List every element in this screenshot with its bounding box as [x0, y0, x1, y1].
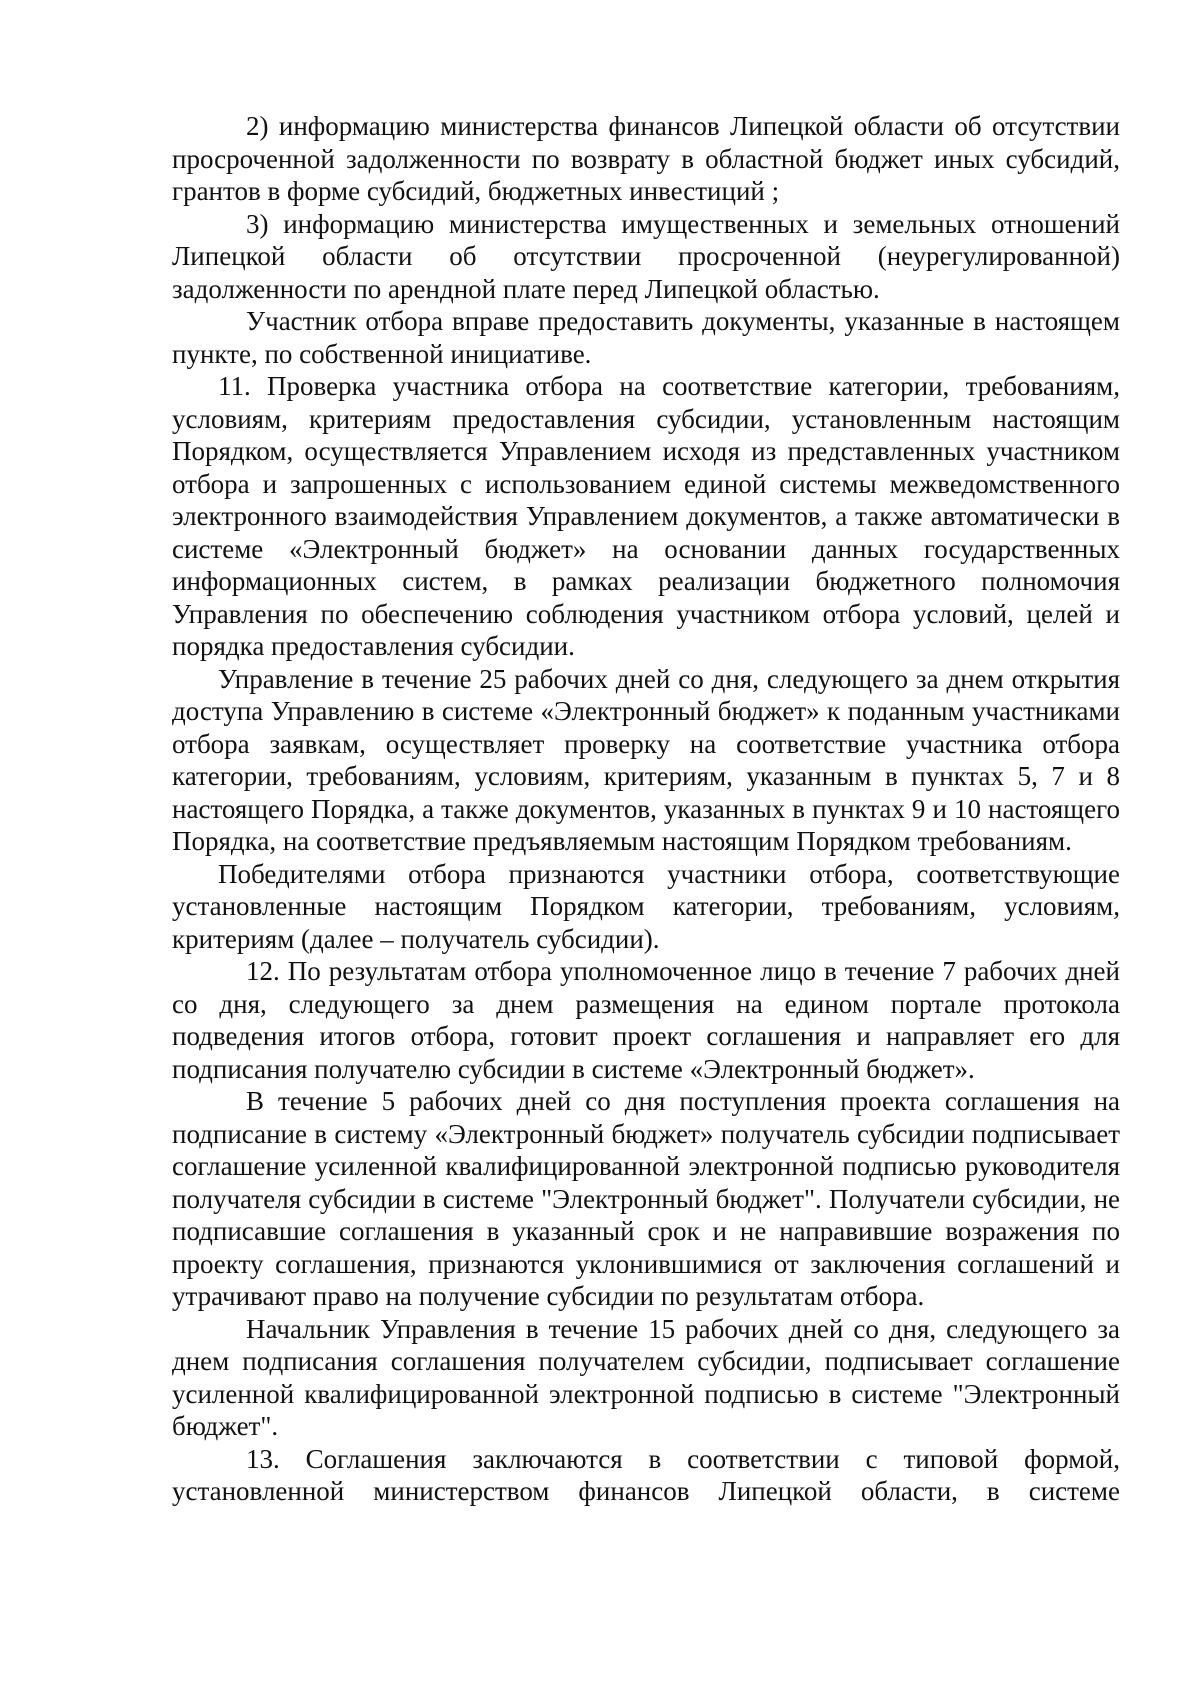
paragraph-item-12: 12. По результатам отбора уполномоченное лицо в течение 7 рабочих дней со дня, следующего за днем размещения на едином портале протокола подведения итогов отбора, готовит проект соглашения и направляет его для подписания получателю субсидии в системе «Электронный бюджет».	[172, 956, 1120, 1084]
paragraph-item-10-3: 3) информацию министерства имущественных и земельных отношений Липецкой области об отсутствии просроченной (неурегулированной) задолженности по арендной плате перед Липецкой областью.	[172, 208, 1120, 304]
paragraph-item-11: 11. Проверка участника отбора на соответствие категории, требованиям, условиям, критериям предоставления субсидии, установленным настоящим Порядком, осуществляется Управлением исходя из представленных участником отбора и запрошенных с использованием единой системы межведомственного электронного взаимодействия Управлением документов, а также автоматически в системе «Электронный бюджет» на основании данных государственных информационных систем, в рамках реализации бюджетного полномочия Управления по обеспечению соблюдения участником отбора условий, целей и порядка предоставления субсидии.	[172, 371, 1120, 661]
paragraph-item-10-note: Участник отбора вправе предоставить документы, указанные в настоящем пункте, по собственной инициативе.	[172, 306, 1120, 369]
paragraph-item-11-check: Управление в течение 25 рабочих дней со дня, следующего за днем открытия доступа Управлению в системе «Электронный бюджет» к поданным участниками отбора заявкам, осуществляет проверку на соответствие участника отбора категории, требованиям, условиям, критериям, указанным в пунктах 5, 7 и 8 настоящего Порядка, а также документов, указанных в пунктах 9 и 10 настоящего Порядка, на соответствие предъявляемым настоящим Порядком требованиям.	[172, 663, 1120, 856]
paragraph-item-10-2: 2) информацию министерства финансов Липецкой области об отсутствии просроченной задолженности по возврату в областной бюджет иных субсидий, грантов в форме субсидий, бюджетных инвестиций ;	[172, 111, 1120, 206]
paragraph-item-12-head: Начальник Управления в течение 15 рабочих дней со дня, следующего за днем подписания соглашения получателем субсидии, подписывает соглашение усиленной квалифицированной электронной подписью в системе "Электронный бюджет".	[172, 1313, 1120, 1441]
paragraph-item-13: 13. Соглашения заключаются в соответствии с типовой формой, установленной министерством финансов Липецкой области, в системе	[172, 1443, 1120, 1506]
paragraph-item-11-winners: Победителями отбора признаются участники отбора, соответствующие установленные настоящим Порядком категории, требованиям, условиям, критериям (далее – получатель субсидии).	[172, 858, 1120, 954]
paragraph-item-12-sign: В течение 5 рабочих дней со дня поступления проекта соглашения на подписание в систему «Электронный бюджет» получатель субсидии подписывает соглашение усиленной квалифицированной электронной подписью руководителя получателя субсидии в системе "Электронный бюджет". Получатели субсидии, не подписавшие соглашения в указанный срок и не направившие возражения по проекту соглашения, признаются уклонившимися от заключения соглашений и утрачивают право на получение субсидии по результатам отбора.	[172, 1086, 1120, 1311]
document-page	[172, 110, 1120, 1508]
